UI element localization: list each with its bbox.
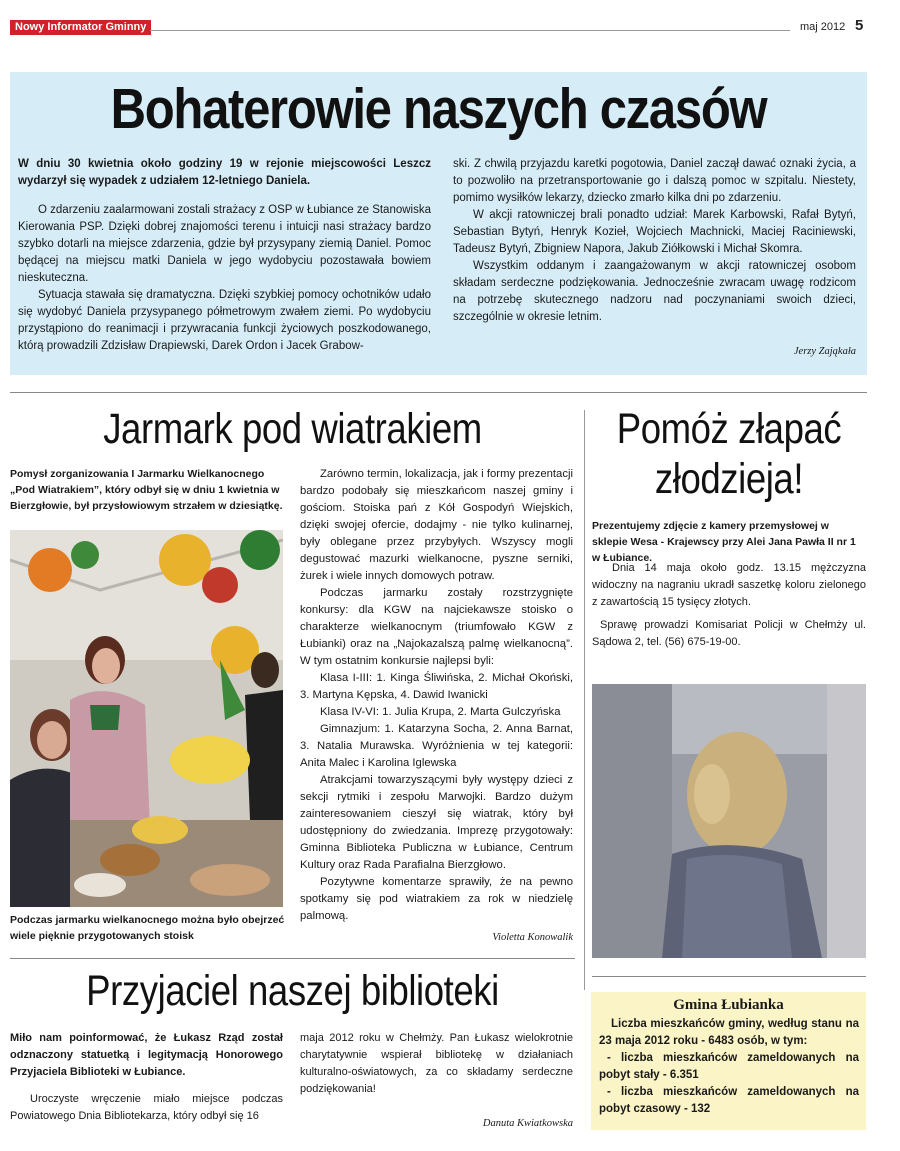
library-headline: Przyjaciel naszej biblioteki: [86, 967, 499, 1015]
column-divider: [584, 410, 585, 990]
library-paragraph: Uroczyste wręczenie miało miejsce podczas Powiatowego Dnia Bibliotekarza, który odbył się 16: [10, 1093, 283, 1122]
heroes-paragraph: O zdarzeniu zaalarmowani zostali strażacy z OSP w Łubiance ze Stanowiska Kierowania PSP. Dzięki dobrej znajomości terenu i intuicji nasi strażacy bardzo szybko dotarli na miejsce zdarzenia, gdzie był przysypany ziemią Daniel. Pomoc będącej na miejscu matki Daniela w jego wydobyciu pozostawała bowiem nieskuteczna.: [18, 204, 431, 284]
fair-paragraph: Podczas jarmarku zostały rozstrzygnięte konkursy: dla KGW na najciekawsze stoisko o charakterze wielkanocnym (triumfowało KGW z Łubianki) oraz na „Najokazalszą palmę wielkanocną”. W tym ostatnim konkursie najlepsi byli:: [300, 587, 573, 667]
fair-lead: Pomysł zorganizowania I Jarmarku Wielkanocnego „Pod Wiatrakiem”, który odbył się w dniu 1 kwietnia w Bierzgłowie, był przysłowiowym strzałem w dziesiątkę.: [10, 468, 283, 512]
fair-author: Violetta Konowalik: [492, 932, 573, 943]
info-box-text: [599, 1016, 859, 1118]
thief-text-column: [592, 560, 866, 651]
fair-headline: Jarmark pod wiatrakiem: [103, 405, 482, 453]
heroes-author: Jerzy Zająkała: [793, 346, 856, 357]
section-divider: [592, 976, 866, 977]
fair-paragraph: Zarówno termin, lokalizacja, jak i formy prezentacji bardzo podobały się mieszkańcom naszej gminy i gościom. Stoiska pań z Kół Gospodyń Wiejskich, dzięki swojej ofercie, dodajmy - nie tylko kulinarnej, były oblegane przez przybyłych. Wszyscy mogli degustować mazurki wielkanocne, pyszne serniki, żurek i wiele innych domowych potraw.: [300, 468, 573, 582]
cctv-photo-illustration: [592, 684, 866, 958]
header-rule: [150, 30, 790, 31]
thief-paragraph: Sprawę prowadzi Komisariat Policji w Chełmży ul. Sądowa 2, tel. (56) 675-19-00.: [592, 619, 866, 648]
heroes-headline: Bohaterowie naszych czasów: [110, 77, 767, 141]
heroes-right-column: [453, 156, 856, 326]
thief-headline: [613, 404, 846, 504]
library-author: Danuta Kwiatkowska: [482, 1118, 573, 1129]
section-divider: [10, 392, 867, 393]
fair-paragraph: Klasa IV-VI: 1. Julia Krupa, 2. Marta Gulczyńska: [320, 706, 561, 718]
info-box-item: - liczba mieszkańców zameldowanych na pobyt stały - 6.351: [599, 1052, 859, 1081]
publication-tag: Nowy Informator Gminny: [10, 20, 151, 35]
cctv-photo: [592, 684, 866, 958]
fair-paragraph: Gimnazjum: 1. Katarzyna Socha, 2. Anna Barnat, 3. Natalia Murawska. Wyróżnienia w tej kategorii: Anita Malec i Karolina Iglewska: [300, 723, 573, 769]
info-box-item: - liczba mieszkańców zameldowanych na pobyt czasowy - 132: [599, 1086, 859, 1115]
thief-lead: Prezentujemy zdjęcie z kamery przemysłowej w sklepie Wesa - Krajewscy przy Alei Jana Pawła II nr 1 w Łubiance.: [592, 520, 856, 564]
fair-paragraph: Pozytywne komentarze sprawiły, że na pewno spotkamy się pod wiatrakiem za rok w niedzielę palmową.: [300, 876, 573, 922]
heroes-paragraph: Sytuacja stawała się dramatyczna. Dzięki szybkiej pomocy ochotników udało się wydobyć Daniela przysypanego półmetrowym zwałem ziemi. Po wydobyciu przystąpiono do reanimacji i przywracania funkcji życiowych poszkodowanego, którą prowadzili Zdzisław Drapiewski, Darek Ordon i Jacek Grabow-: [18, 289, 431, 352]
thief-paragraph: Dnia 14 maja około godz. 13.15 mężczyzna widoczny na nagraniu ukradł saszetkę koloru zielonego z zawartością 15 tysięcy złotych.: [592, 562, 866, 608]
fair-paragraph: Atrakcjami towarzyszącymi były występy dzieci z sekcji rytmiki i zespołu Marwojki. Bardzo dużym zainteresowaniem cieszył się wiatrak, który był udostępniony do zwiedzania. Imprezę przygotowały: Gminna Biblioteka Publiczna w Łubiance, Centrum Kultury oraz Rada Parafialna Bierzgłowo.: [300, 774, 573, 871]
thief-headline-line: złodzieja!: [654, 455, 804, 503]
fair-photo-caption: Podczas jarmarku wielkanocnego można było obejrzeć wiele pięknie przygotowanych stoisk: [10, 914, 285, 942]
heroes-paragraph: Wszystkim oddanym i zaangażowanym w akcji ratowniczej osobom składam serdeczne podziękowania. Jednocześnie zwracam uwagę rodzicom na potrzebę skutecznego nadzoru nad poczynaniami swoich dzieci, szczególnie w okresie letnim.: [453, 260, 856, 323]
info-box-intro: Liczba mieszkańców gminy, według stanu na 23 maja 2012 roku - 6483 osób, w tym:: [599, 1018, 859, 1047]
fair-photo-illustration: [10, 530, 283, 907]
fair-text-column: [300, 466, 573, 925]
fair-photo: [10, 530, 283, 907]
info-box-title: Gmina Łubianka: [673, 997, 784, 1013]
heroes-paragraph: ski. Z chwilą przyjazdu karetki pogotowia, Daniel zaczął dawać oznaki życia, a to pozwoliło na przetransportowanie go i dalszą pomoc w szpitalu. Niestety, pomimo wysiłków lekarzy, dziecko zmarło kilka dni po zdarzeniu.: [453, 158, 856, 204]
library-right-column: [300, 1030, 573, 1098]
thief-headline-line: Pomóż złapać: [616, 405, 842, 453]
library-lead: Miło nam poinformować, że Łukasz Rząd został odznaczony statuetką i legitymacją Honorowego Przyjaciela Biblioteki w Łubiance.: [10, 1032, 283, 1078]
library-paragraph: maja 2012 roku w Chełmży. Pan Łukasz wielokrotnie charytatywnie wspierał bibliotekę w działaniach kulturalno-oświatowych, za co składamy serdeczne podziękowania!: [300, 1032, 573, 1095]
fair-paragraph: Klasa I-III: 1. Kinga Śliwińska, 2. Michał Okoński, 3. Martyna Kępska, 4. Dawid Iwanicki: [300, 672, 573, 701]
heroes-left-column: [18, 156, 431, 355]
heroes-paragraph: W akcji ratowniczej brali ponadto udział: Marek Karbowski, Rafał Bytyń, Sebastian Bytyń, Henryk Kozieł, Wojciech Machnicki, Maciej Raciniewski, Tadeusz Bytyń, Zbigniew Napora, Jakub Ziółkowski i Michał Skomra.: [453, 209, 856, 255]
page-number: 5: [855, 17, 864, 34]
heroes-lead: W dniu 30 kwietnia około godziny 19 w rejonie miejscowości Leszcz wydarzył się wypadek z udziałem 12-letniego Daniela.: [18, 158, 431, 187]
library-left-column: [10, 1030, 283, 1125]
section-divider: [10, 958, 575, 959]
issue-date: maj 2012: [800, 21, 846, 33]
